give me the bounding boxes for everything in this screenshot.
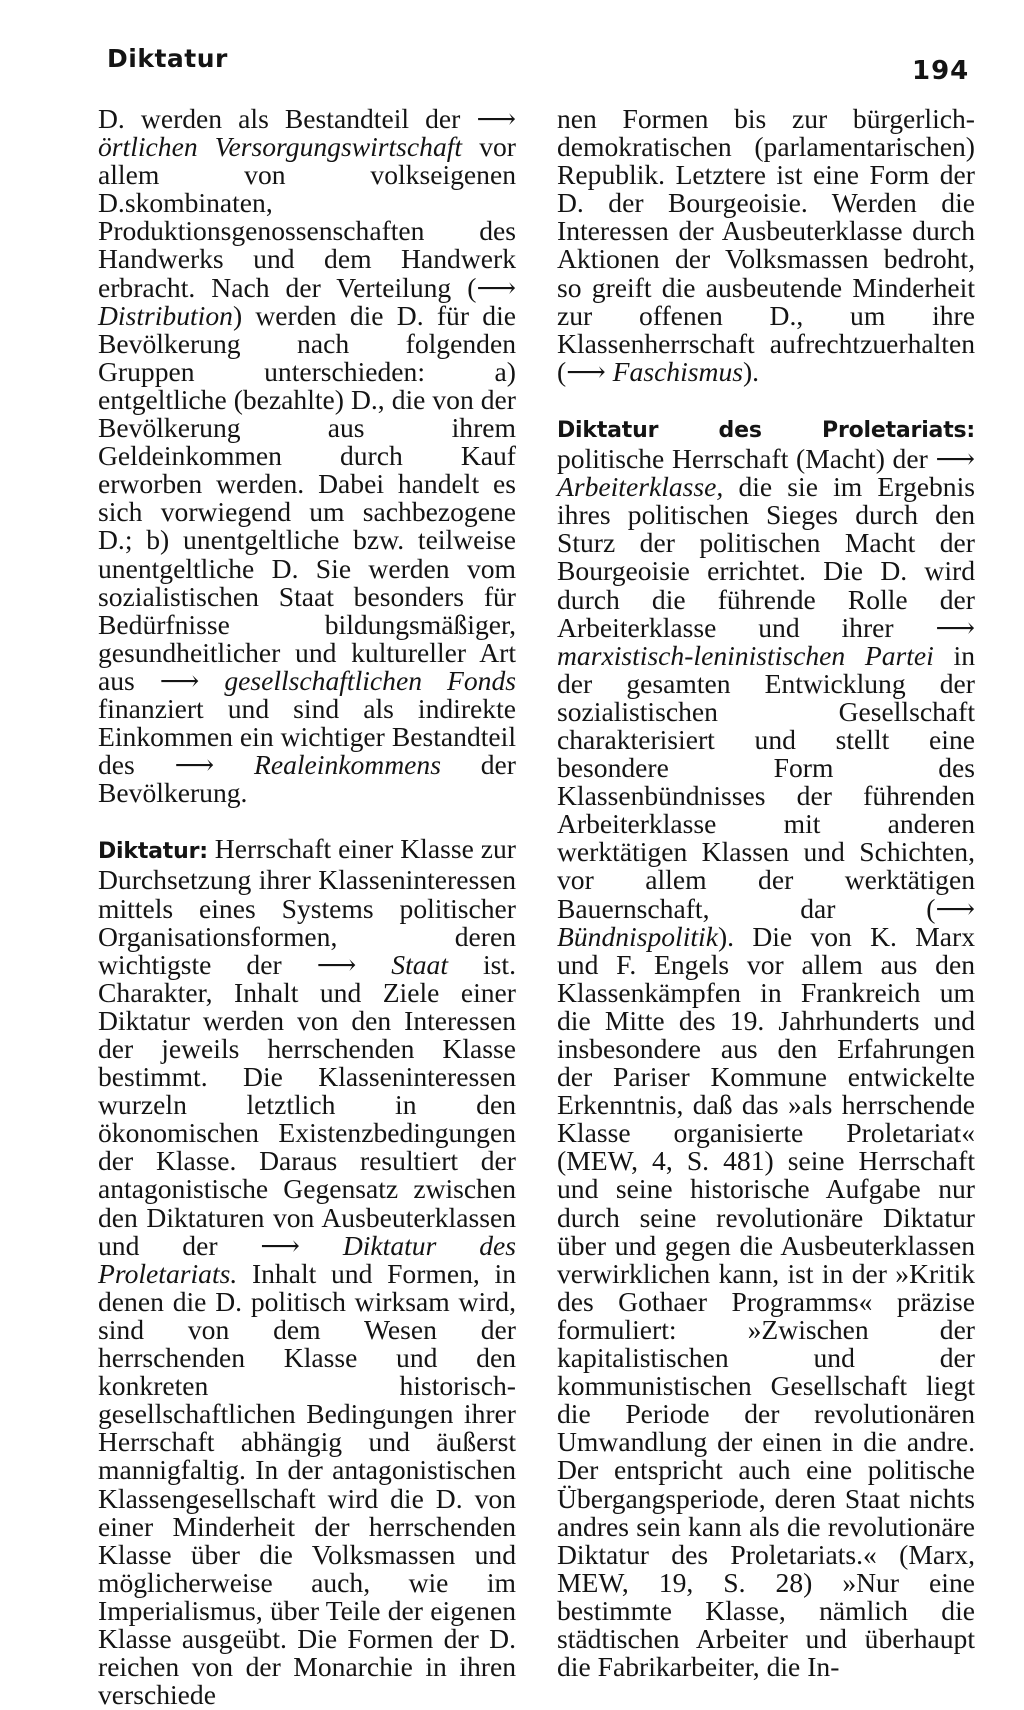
cross-reference: ⟶ marxistisch-leninistischen Partei [557,611,975,671]
arrow-icon: ⟶ [260,1229,343,1261]
paragraph-gap [98,807,516,835]
left-column [98,105,516,1709]
cross-reference: ⟶ Realeinkommens [174,749,441,781]
entry-headword: Diktatur des Proletariats: [557,417,975,443]
cross-reference: ⟶ Diktatur des Proletariats. [98,1229,516,1289]
arrow-icon: ⟶ [174,749,254,781]
arrow-icon: ⟶ [476,271,516,303]
cross-reference: ⟶ Bündnispolitik [557,892,975,952]
entry-diktatur: Diktatur: Herrschaft einer Klasse zur Durchsetzung ihrer Klasseninteressen mittels eines Systems politischer Organisationsformen, deren wichtigste der ⟶ Staat ist. Charakter, Inhalt und Ziele einer Diktatur werden von den Interessen der jeweils herrschenden Klasse bestimmt. Die Klasseninteressen wurzeln letztlich in den ökonomischen Existenzbedingungen der Klasse. Daraus resultiert der antagonistische Gegensatz zwischen den Diktaturen von Ausbeuterklassen und der ⟶ Diktatur des Proletariats. Inhalt und Formen, in denen die D. politisch wirksam wird, sind von dem Wesen der herrschenden Klasse und den konkreten historisch-gesellschaftlichen Bedingungen ihrer Herrschaft abhängig und äußerst mannigfaltig. In der antagonistischen Klassengesellschaft wird die D. von einer Minderheit der herrschenden Klasse über die Volksmassen und möglicherweise auch, wie im Imperialismus, über Teile der eigenen Klasse ausgeübt. Die Formen der D. reichen von der Monarchie in ihren verschiede [98,833,516,1710]
running-head: Diktatur [107,44,228,73]
right-column [557,105,975,1681]
arrow-icon: ⟶ [159,664,225,696]
cross-reference: ⟶ örtlichen Versorgungswirtschaft [98,103,516,163]
paragraph-gap [557,386,975,414]
arrow-icon: ⟶ [935,443,975,475]
arrow-icon: ⟶ [935,611,975,643]
entry-headword: Diktatur: [98,839,208,865]
entry-continuation-paragraph: nen Formen bis zur bürgerlich-demokratischen (parlamentarischen) Republik. Letztere ist eine Form der D. der Bourgeoisie. Werden die Interessen der Ausbeuterklasse durch Aktionen der Volksmassen bedroht, so greift die ausbeutende Minderheit zur offenen D., um ihre Klassenherrschaft aufrechtzuerhalten (⟶ Faschismus). [557,103,975,387]
cross-reference: ⟶ Distribution [98,271,516,331]
cross-reference: ⟶ Faschismus [566,355,743,387]
entry-continuation-paragraph: D. werden als Bestandteil der ⟶ örtlichen Versorgungswirtschaft vor allem von volkseigenen D.skombinaten, Produktionsgenossenschaften des Handwerks und dem Handwerk erbracht. Nach der Verteilung (⟶ Distribution) werden die D. für die Bevölkerung nach folgenden Gruppen unterschieden: a) entgeltliche (bezahlte) D., die von der Bevölkerung aus ihrem Geldeinkommen durch Kauf erworben werden. Dabei handelt es sich vorwiegend um sachbezogene D.; b) unentgeltliche bzw. teilweise unentgeltliche D. Sie werden vom sozialistischen Staat besonders für Bedürfnisse bildungsmäßiger, gesundheitlicher und kultureller Art aus ⟶ gesellschaftlichen Fonds finanziert und sind als indirekte Einkommen ein wichtiger Bestandteil des ⟶ Realeinkommens der Bevölkerung. [98,103,516,809]
arrow-icon: ⟶ [935,892,975,924]
cross-reference: ⟶ Staat [316,948,448,980]
page-number: 194 [912,56,970,86]
cross-reference: ⟶ gesellschaftlichen Fonds [159,664,516,696]
cross-reference: ⟶ Arbeiterklasse, [557,443,975,503]
arrow-icon: ⟶ [476,103,516,134]
entry-diktatur-des-proletariats: Diktatur des Proletariats: politische Herrschaft (Macht) der ⟶ Arbeiterklasse, die sie im Ergebnis ihres politischen Sieges durch den Sturz der politischen Macht der Bourgeoisie errichtet. Die D. wird durch die führende Rolle der Arbeiterklasse und ihrer ⟶ marxistisch-leninistischen Partei in der gesamten Entwicklung der sozialistischen Gesellschaft charakterisiert und stellt eine besondere Form des Klassenbündnisses der führenden Arbeiterklasse mit anderen werktätigen Klassen und Schichten, vor allem der werktätigen Bauernschaft, dar (⟶ Bündnispolitik). Die von K. Marx und F. Engels vor allem aus den Klassenkämpfen in Frankreich um die Mitte des 19. Jahrhunderts und insbesondere aus den Erfahrungen der Pariser Kommune entwickelte Erkenntnis, daß das »als herrschende Klasse organisierte Proletariat« (MEW, 4, S. 481) seine Herrschaft und seine historische Aufgabe nur durch seine revolutionäre Diktatur über und gegen die Ausbeuterklassen verwirklichen kann, ist in der »Kritik des Gothaer Programms« präzise formuliert: »Zwischen der kapitalistischen und der kommunistischen Gesellschaft liegt die Periode der revolutionären Umwandlung der einen in die andre. Der entspricht auch eine politische Übergangsperiode, deren Staat nichts andres sein kann als die revolutionäre Diktatur des Proletariats.« (Marx, MEW, 19, S. 28) »Nur eine bestimmte Klasse, nämlich die städtischen Arbeiter und überhaupt die Fabrikarbeiter, die In- [557,417,975,1683]
arrow-icon: ⟶ [566,355,613,387]
arrow-icon: ⟶ [316,948,392,980]
